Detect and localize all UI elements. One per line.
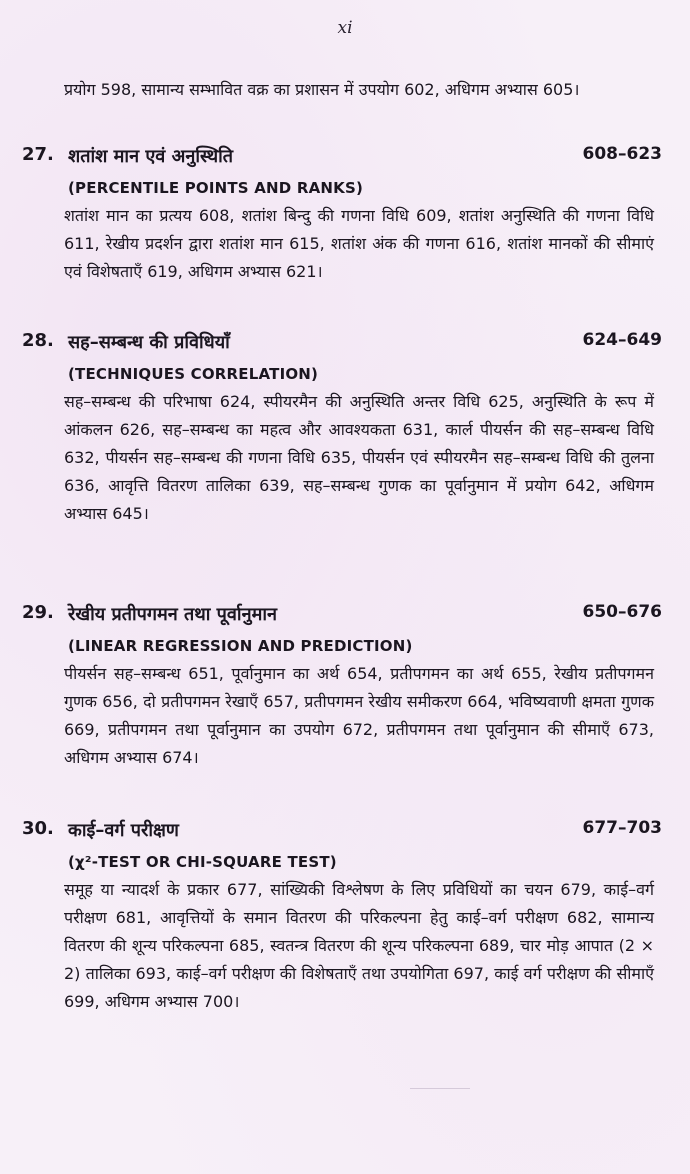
chapter-title: काई–वर्ग परीक्षण — [68, 820, 179, 841]
chapter-entry-27 — [22, 144, 662, 286]
chapter-english-title: (LINEAR REGRESSION AND PREDICTION) — [68, 637, 413, 655]
chapter-entry-29 — [22, 602, 662, 772]
chapter-contents: समूह या न्यादर्श के प्रकार 677, सांख्यिकी विश्लेषण के लिए प्रविधियों का चयन 679, काई–वर्ग परीक्षण 681, आवृत्तियों के समान वितरण की परिकल्पना हेतु काई–वर्ग परीक्षण 682, सामान्य वितरण की शून्य परिकल्पना 685, स्वतन्त्र वितरण की शून्य परिकल्पना 689, चार मोड़ आपात (2 × 2) तालिका 693, काई–वर्ग परीक्षण की विशेषताएँ तथा उपयोगिता 697, काई वर्ग परीक्षण की सीमाएँ 699, अधिगम अभ्यास 700। — [64, 880, 654, 1011]
chapter-heading — [22, 144, 662, 174]
chapter-number: 27. — [22, 144, 54, 165]
chapter-number: 28. — [22, 330, 54, 351]
chapter-page-range: 650–676 — [582, 602, 662, 622]
chapter-title: शतांश मान एवं अनुस्थिति — [68, 146, 234, 167]
faint-rule — [410, 1088, 470, 1089]
chapter-entry-30 — [22, 818, 662, 1016]
chapter-contents: सह–सम्बन्ध की परिभाषा 624, स्पीयरमैन की अनुस्थिति अन्तर विधि 625, अनुस्थिति के रूप में आंकलन 626, सह–सम्बन्ध का महत्व और आवश्यकता 631, कार्ल पीयर्सन की सह–सम्बन्ध विधि 632, पीयर्सन सह–सम्बन्ध की गणना विधि 635, पीयर्सन एवं स्पीयरमैन सह–सम्बन्ध विधि की तुलना 636, आवृत्ति वितरण तालिका 639, सह–सम्बन्ध गुणक का पूर्वानुमान में प्रयोग 642, अधिगम अभ्यास 645। — [64, 392, 654, 523]
chapter-page-range: 624–649 — [582, 330, 662, 350]
chapter-contents: शतांश मान का प्रत्यय 608, शतांश बिन्दु की गणना विधि 609, शतांश अनुस्थिति की गणना विधि 611, रेखीय प्रदर्शन द्वारा शतांश मान 615, शतांश अंक की गणना 616, शतांश मानकों की सीमाएं एवं विशेषताएँ 619, अधिगम अभ्यास 621। — [64, 206, 654, 281]
chapter-page-range: 677–703 — [582, 818, 662, 838]
chapter-number: 29. — [22, 602, 54, 623]
chapter-number: 30. — [22, 818, 54, 839]
chapter-heading — [22, 818, 662, 848]
page-number: xi — [337, 18, 353, 38]
chapter-heading — [22, 602, 662, 632]
chapter-english-title: (PERCENTILE POINTS AND RANKS) — [68, 179, 364, 197]
chapter-contents: पीयर्सन सह–सम्बन्ध 651, पूर्वानुमान का अर्थ 654, प्रतीपगमन का अर्थ 655, रेखीय प्रतीपगमन गुणक 656, दो प्रतीपगमन रेखाएँ 657, प्रतीपगमन रेखीय समीकरण 664, भविष्यवाणी क्षमता गुणक 669, प्रतीपगमन तथा पूर्वानुमान का उपयोग 672, प्रतीपगमन तथा पूर्वानुमान की सीमाएँ 673, अधिगम अभ्यास 674। — [64, 664, 654, 767]
chapter-english-title: (χ²-TEST OR CHI-SQUARE TEST) — [68, 853, 337, 871]
intro-paragraph: प्रयोग 598, सामान्य सम्भावित वक्र का प्रशासन में उपयोग 602, अधिगम अभ्यास 605। — [64, 80, 580, 99]
chapter-title: रेखीय प्रतीपगमन तथा पूर्वानुमान — [68, 604, 277, 625]
chapter-entry-28 — [22, 330, 662, 528]
chapter-heading — [22, 330, 662, 360]
chapter-page-range: 608–623 — [582, 144, 662, 164]
chapter-english-title: (TECHNIQUES CORRELATION) — [68, 365, 319, 383]
chapter-title: सह–सम्बन्ध की प्रविधियाँ — [68, 332, 230, 353]
